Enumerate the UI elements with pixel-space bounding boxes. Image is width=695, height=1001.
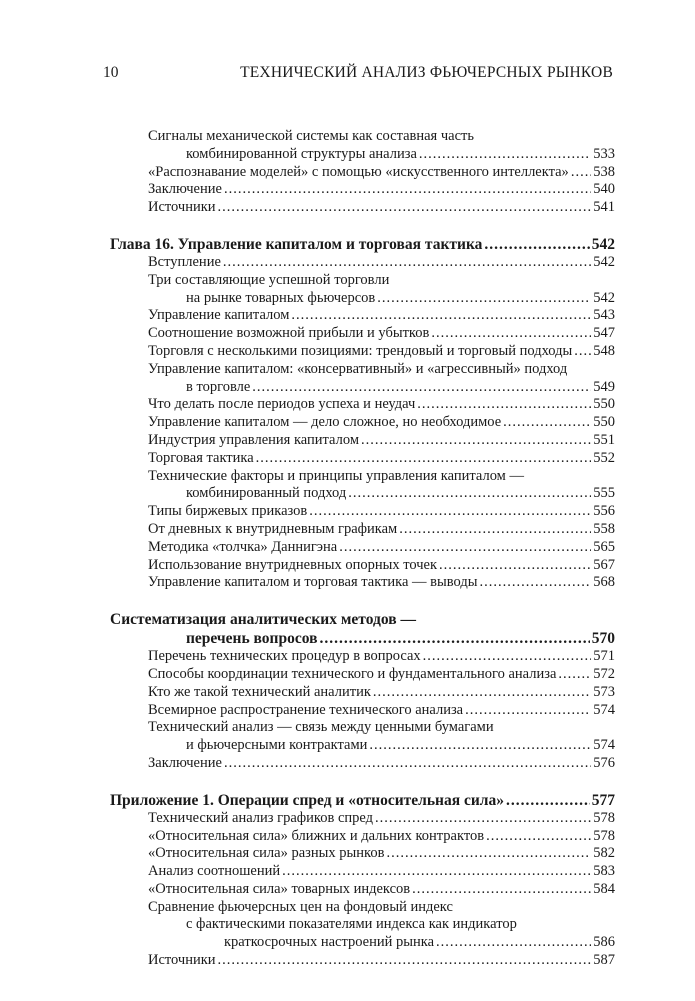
toc-entry[interactable] bbox=[110, 199, 615, 217]
leader-dots bbox=[486, 828, 591, 846]
toc-entry[interactable] bbox=[110, 164, 615, 182]
toc-entry-page: 574 bbox=[593, 701, 615, 718]
leader-dots bbox=[218, 199, 592, 217]
toc-entry[interactable] bbox=[110, 414, 615, 432]
toc-entry-page: 550 bbox=[593, 414, 615, 431]
toc-entry-title: на рынке товарных фьючерсов bbox=[186, 289, 376, 306]
leader-dots bbox=[484, 235, 589, 254]
toc-entry-line: с фактическими показателями индекса как индикатор bbox=[186, 916, 517, 933]
leader-dots bbox=[439, 557, 591, 575]
leader-dots bbox=[339, 539, 591, 557]
toc-entry-page: 576 bbox=[593, 754, 615, 771]
leader-dots bbox=[436, 934, 591, 952]
toc-chapter-heading[interactable] bbox=[110, 235, 615, 254]
leader-dots bbox=[256, 450, 592, 468]
toc-entry[interactable] bbox=[110, 450, 615, 468]
chapter-title: Глава 16. Управление капиталом и торговая тактика bbox=[110, 235, 483, 253]
toc-entry-page: 555 bbox=[593, 485, 615, 502]
toc-entry-page: 547 bbox=[593, 325, 615, 342]
toc-entry-page: 587 bbox=[593, 952, 615, 969]
leader-dots bbox=[224, 755, 591, 773]
toc-entry[interactable] bbox=[110, 432, 615, 450]
leader-dots bbox=[361, 432, 591, 450]
toc-entry-page: 549 bbox=[593, 378, 615, 395]
toc-entry[interactable] bbox=[110, 325, 615, 343]
toc-entry-title: Источники bbox=[148, 952, 216, 969]
section-page: 570 bbox=[591, 630, 615, 648]
toc-entry-title: Заключение bbox=[148, 181, 222, 198]
toc-entry-page: 571 bbox=[593, 648, 615, 665]
leader-dots bbox=[224, 181, 591, 199]
leader-dots bbox=[431, 325, 591, 343]
toc-entry-line: Технический анализ — связь между ценными бумагами bbox=[148, 719, 494, 736]
toc-entry-line: Управление капиталом: «консервативный» и «агрессивный» подход bbox=[148, 360, 568, 377]
toc-entry[interactable] bbox=[110, 863, 615, 881]
leader-dots bbox=[373, 684, 591, 702]
toc-entry-page: 573 bbox=[593, 683, 615, 700]
toc-entry-title: Управление капиталом и торговая тактика — выводы bbox=[148, 574, 478, 591]
toc-entry-title: Всемирное распространение технического анализа bbox=[148, 701, 464, 718]
leader-dots bbox=[465, 702, 591, 720]
toc-entry-title: Индустрия управления капиталом bbox=[148, 431, 360, 448]
toc-entry-title: и фьючерсными контрактами bbox=[186, 737, 368, 754]
toc-entry-page: 533 bbox=[593, 145, 615, 162]
section-title-line: Систематизация аналитических методов — bbox=[110, 611, 416, 629]
toc-entry-title: Технический анализ графиков спред bbox=[148, 809, 374, 826]
toc-entry-page: 567 bbox=[593, 556, 615, 573]
toc-entry-page: 552 bbox=[593, 449, 615, 466]
leader-dots bbox=[503, 414, 591, 432]
toc-entry-page: 584 bbox=[593, 880, 615, 897]
toc-entry[interactable] bbox=[110, 828, 615, 846]
toc-entry-page: 538 bbox=[593, 163, 615, 180]
toc-section-heading[interactable] bbox=[110, 629, 615, 648]
toc-entry-page: 586 bbox=[593, 934, 615, 951]
toc-entry[interactable] bbox=[110, 574, 615, 592]
toc-entry-page: 558 bbox=[593, 520, 615, 537]
toc-entry-page: 582 bbox=[593, 845, 615, 862]
toc-entry[interactable] bbox=[110, 648, 615, 666]
toc-entry[interactable] bbox=[110, 539, 615, 557]
leader-dots bbox=[369, 737, 591, 755]
toc-entry[interactable] bbox=[110, 845, 615, 863]
toc-section-systematization bbox=[110, 610, 615, 773]
toc-entry[interactable] bbox=[110, 181, 615, 199]
leader-dots bbox=[417, 396, 591, 414]
toc-entry-page: 542 bbox=[593, 289, 615, 306]
toc-section-continued bbox=[110, 128, 615, 217]
toc-entry[interactable] bbox=[110, 557, 615, 575]
toc-entry-title: Источники bbox=[148, 199, 216, 216]
toc-entry[interactable] bbox=[110, 810, 615, 828]
toc-entry-title: в торговле bbox=[186, 378, 251, 395]
toc-entry-page: 542 bbox=[593, 253, 615, 270]
toc-entry-title: «Относительная сила» товарных индексов bbox=[148, 880, 411, 897]
toc-entry[interactable] bbox=[110, 934, 615, 952]
chapter-page: 542 bbox=[591, 235, 615, 253]
leader-dots bbox=[423, 648, 592, 666]
toc-entry[interactable] bbox=[110, 503, 615, 521]
toc-entry-title: Методика «толчка» Даннигэна bbox=[148, 538, 338, 555]
toc-entry-page: 578 bbox=[593, 827, 615, 844]
leader-dots bbox=[506, 791, 590, 810]
toc-entry[interactable] bbox=[110, 737, 615, 755]
toc-entry[interactable] bbox=[110, 290, 615, 308]
toc-entry-title: Торговля с несколькими позициями: трендовый и торговый подходы bbox=[148, 342, 573, 359]
toc-entry-page: 572 bbox=[593, 665, 615, 682]
toc-entry-line: Сравнение фьючерсных цен на фондовый индекс bbox=[148, 898, 453, 915]
page-header bbox=[0, 64, 695, 86]
section-title: перечень вопросов bbox=[186, 630, 318, 648]
toc-entry[interactable] bbox=[110, 702, 615, 720]
leader-dots bbox=[419, 146, 591, 164]
toc-entry-title: комбинированной структуры анализа bbox=[186, 145, 417, 162]
toc-entry-page: 568 bbox=[593, 574, 615, 591]
toc-entry-line: Технические факторы и принципы управления капиталом — bbox=[148, 467, 524, 484]
leader-dots bbox=[223, 254, 591, 272]
toc-entry[interactable] bbox=[110, 379, 615, 397]
toc-entry-title: Анализ соотношений bbox=[148, 863, 281, 880]
toc-section-appendix-1 bbox=[110, 791, 615, 970]
toc-entry-title: краткосрочных настроений рынка bbox=[224, 934, 435, 951]
leader-dots bbox=[479, 574, 591, 592]
toc-appendix-heading[interactable] bbox=[110, 791, 615, 810]
leader-dots bbox=[571, 164, 591, 182]
leader-dots bbox=[319, 629, 589, 648]
leader-dots bbox=[386, 845, 591, 863]
toc-entry-page: 574 bbox=[593, 737, 615, 754]
toc-entry[interactable] bbox=[110, 881, 615, 899]
toc-entry-line: Сигналы механической системы как составная часть bbox=[148, 128, 474, 144]
toc-entry-page: 556 bbox=[593, 503, 615, 520]
leader-dots bbox=[309, 503, 591, 521]
appendix-title: Приложение 1. Операции спред и «относительная сила» bbox=[110, 791, 504, 809]
toc-entry-title: Способы координации технического и фундаментального анализа bbox=[148, 665, 557, 682]
toc-section-chapter-16 bbox=[110, 235, 615, 592]
toc-entry[interactable] bbox=[110, 666, 615, 684]
toc-entry-page: 540 bbox=[593, 181, 615, 198]
toc-entry[interactable] bbox=[110, 343, 615, 361]
leader-dots bbox=[291, 307, 591, 325]
toc-entry-line: Три составляющие успешной торговли bbox=[148, 271, 390, 288]
toc-entry-title: Типы биржевых приказов bbox=[148, 503, 308, 520]
toc-entry-title: Управление капиталом bbox=[148, 307, 290, 324]
toc-entry-page: 565 bbox=[593, 538, 615, 555]
table-of-contents bbox=[110, 128, 615, 970]
toc-entry[interactable] bbox=[110, 485, 615, 503]
toc-entry[interactable] bbox=[110, 952, 615, 970]
toc-entry-title: Кто же такой технический аналитик bbox=[148, 683, 371, 700]
toc-entry-title: Перечень технических процедур в вопросах bbox=[148, 648, 421, 665]
toc-entry[interactable] bbox=[110, 521, 615, 539]
toc-entry-title: Что делать после периодов успеха и неудач bbox=[148, 396, 416, 413]
toc-entry-page: 543 bbox=[593, 307, 615, 324]
toc-entry-title: Соотношение возможной прибыли и убытков bbox=[148, 325, 430, 342]
toc-entry[interactable] bbox=[110, 307, 615, 325]
leader-dots bbox=[558, 666, 591, 684]
leader-dots bbox=[348, 485, 591, 503]
leader-dots bbox=[218, 952, 592, 970]
toc-entry-title: комбинированный подход bbox=[186, 485, 347, 502]
toc-entry-title: От дневных к внутридневным графикам bbox=[148, 520, 398, 537]
toc-entry-title: Торговая тактика bbox=[148, 449, 254, 466]
leader-dots bbox=[399, 521, 591, 539]
toc-entry-page: 578 bbox=[593, 809, 615, 826]
running-title: ТЕХНИЧЕСКИЙ АНАЛИЗ ФЬЮЧЕРСНЫХ РЫНКОВ bbox=[240, 64, 613, 81]
toc-entry-page: 548 bbox=[593, 342, 615, 359]
leader-dots bbox=[252, 379, 591, 397]
leader-dots bbox=[574, 343, 591, 361]
toc-entry-title: Вступление bbox=[148, 253, 221, 270]
leader-dots bbox=[375, 810, 591, 828]
leader-dots bbox=[377, 290, 591, 308]
toc-entry-title: Управление капиталом — дело сложное, но необходимое bbox=[148, 414, 502, 431]
toc-entry-page: 551 bbox=[593, 431, 615, 448]
toc-entry-title: Заключение bbox=[148, 754, 222, 771]
page-number: 10 bbox=[103, 64, 119, 81]
toc-entry-title: «Распознавание моделей» с помощью «искусственного интеллекта» bbox=[148, 163, 569, 180]
leader-dots bbox=[282, 863, 591, 881]
toc-entry-title: «Относительная сила» ближних и дальних контрактов bbox=[148, 827, 485, 844]
toc-entry-title: Использование внутридневных опорных точек bbox=[148, 556, 437, 573]
toc-entry-page: 583 bbox=[593, 863, 615, 880]
toc-entry[interactable] bbox=[110, 146, 615, 164]
toc-entry[interactable] bbox=[110, 254, 615, 272]
leader-dots bbox=[412, 881, 591, 899]
toc-entry[interactable] bbox=[110, 396, 615, 414]
toc-entry[interactable] bbox=[110, 684, 615, 702]
toc-entry[interactable] bbox=[110, 755, 615, 773]
toc-entry-page: 541 bbox=[593, 199, 615, 216]
toc-entry-title: «Относительная сила» разных рынков bbox=[148, 845, 385, 862]
appendix-page: 577 bbox=[591, 791, 615, 809]
toc-entry-page: 550 bbox=[593, 396, 615, 413]
